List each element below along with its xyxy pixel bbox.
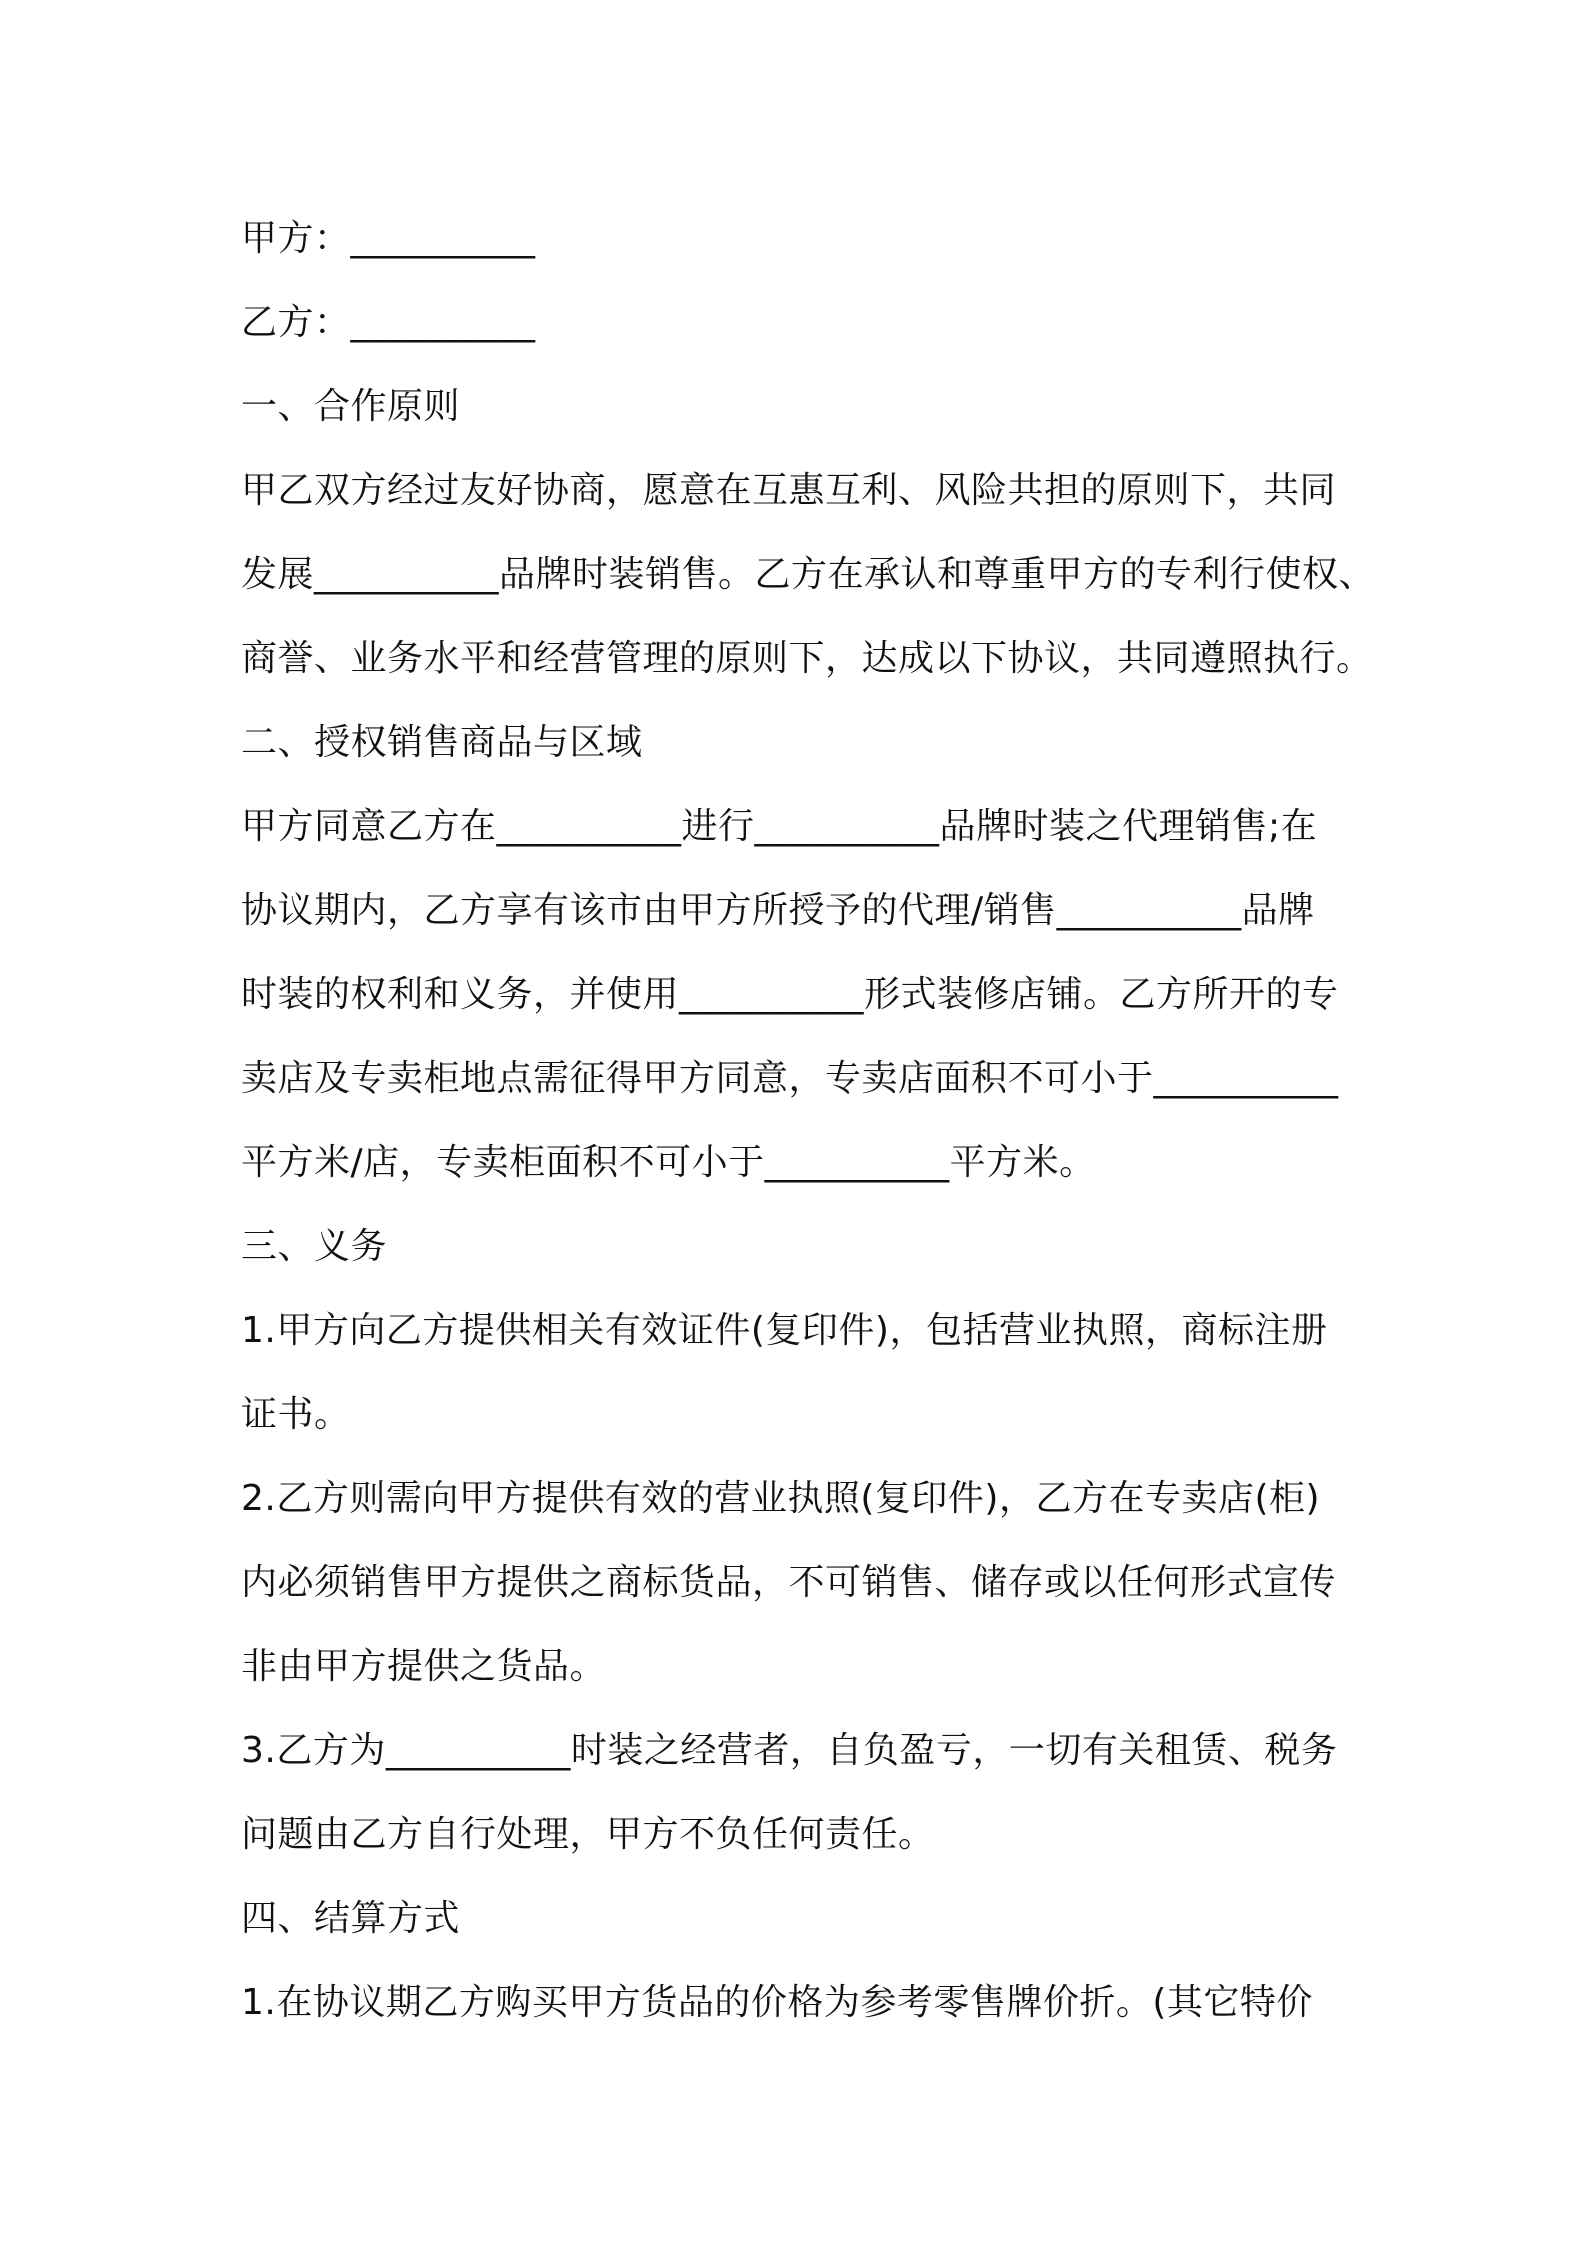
section-heading-settlement: 四、结算方式 [241, 1898, 461, 1939]
paragraph-line: 非由甲方提供之货品。 [241, 1646, 607, 1687]
paragraph-line: 平方米/店，专卖柜面积不可小于__________平方米。 [241, 1142, 1096, 1183]
party-b-line: 乙方：__________ [241, 302, 536, 343]
paragraph-line: 发展__________品牌时装销售。乙方在承认和尊重甲方的专利行使权、 [241, 554, 1376, 595]
section-heading-authorization: 二、授权销售商品与区域 [241, 722, 643, 763]
paragraph-line: 证书。 [241, 1394, 351, 1435]
paragraph-line: 商誉、业务水平和经营管理的原则下，达成以下协议，共同遵照执行。 [241, 638, 1373, 679]
paragraph-line: 甲乙双方经过友好协商，愿意在互惠互利、风险共担的原则下，共同 [241, 470, 1337, 511]
paragraph-line: 2.乙方则需向甲方提供有效的营业执照(复印件)，乙方在专卖店(柜) [241, 1478, 1321, 1519]
section-heading-cooperation: 一、合作原则 [241, 386, 461, 427]
contract-body [241, 197, 1381, 2045]
paragraph-line: 甲方同意乙方在__________进行__________品牌时装之代理销售;在 [241, 806, 1318, 847]
paragraph-line: 3.乙方为__________时装之经营者，自负盈亏，一切有关租赁、税务 [241, 1730, 1338, 1771]
paragraph-line: 卖店及专卖柜地点需征得甲方同意，专卖店面积不可小于__________ [241, 1058, 1339, 1099]
paragraph-line: 问题由乙方自行处理，甲方不负任何责任。 [241, 1814, 935, 1855]
paragraph-line: 协议期内，乙方享有该市由甲方所授予的代理/销售__________品牌 [241, 890, 1315, 931]
section-heading-obligations: 三、义务 [241, 1226, 388, 1267]
paragraph-line: 1.甲方向乙方提供相关有效证件(复印件)，包括营业执照，商标注册 [241, 1310, 1328, 1351]
paragraph-line: 内必须销售甲方提供之商标货品，不可销售、储存或以任何形式宣传 [241, 1562, 1337, 1603]
paragraph-line: 时装的权利和义务，并使用__________形式装修店铺。乙方所开的专 [241, 974, 1339, 1015]
paragraph-line: 1.在协议期乙方购买甲方货品的价格为参考零售牌价折。(其它特价 [241, 1982, 1313, 2023]
party-a-line: 甲方：__________ [241, 218, 536, 259]
